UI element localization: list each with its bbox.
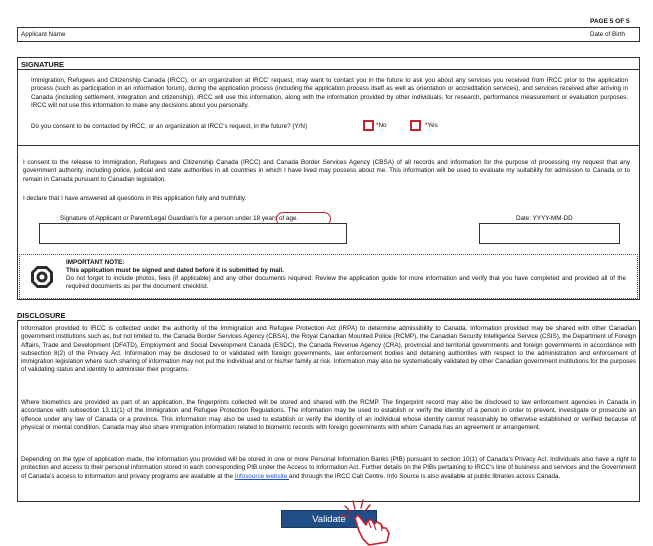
note-title: IMPORTANT NOTE: [66, 259, 125, 266]
consent-yes-checkbox[interactable] [410, 120, 421, 131]
date-label: Date: YYYY-MM-DD [516, 215, 573, 222]
signature-label-prefix: Signature of Applicant or Parent/Legal Guardian’s for a person under [60, 215, 252, 222]
declaration-text: I declare that I have answered all questions in this application fully and truthfully. [23, 195, 247, 202]
important-note [19, 254, 638, 299]
disclosure-title: DISCLOSURE [17, 311, 66, 320]
consent-yes-label: *Yes [425, 122, 438, 129]
disclosure-paragraph-3 [21, 456, 636, 481]
disclosure-paragraph-2: Where biometrics are provided as part of an application, the fingerprints collected will be stored and shared with the RCMP. The fingerprint record may also be disclosed to law enforcement agencies in Canada in accordance with subsection 13.11(1) of the Immigration and Refugee Protection Regulations. The information may be used to establish or verify the identity of a person in order to prevent, investigate or prosecute an offence under any law of Canada or a province. This information may also be used to establish or verify the identity of an individual whose identity cannot reasonably be otherwise established or verified because of physical or mental condition. Canada may also share immigration information related to biometric records with foreign governments with whom Canada has an agreement or arrangement. [21, 399, 636, 431]
consent-question: Do you consent to be contacted by IRCC, or an organization at IRCC’s request, in the future? (Y/N) [31, 123, 308, 130]
contact-paragraph: Immigration, Refugees and Citizenship Canada (IRCC), or an organization at IRCC’ request, may want to contact you in the future to ask you about any services you received from IRCC prior to the application process (such as participation in an information forum), during the application process (including the application process itself as well as orientation or accreditation services), and services received after arriving in Canada (including settlement, integration and citizenship). IRCC will use this information, along with the information provided by other individuals, for research, performance measurement or evaluation purposes. IRCC will not use this information to make any decisions about you personally. [31, 77, 628, 109]
note-line-1: This application must be signed and dated before it is submitted by mail. [66, 267, 284, 274]
disclosure-box [17, 320, 640, 502]
applicant-name-label: Applicant Name [21, 31, 66, 38]
validate-button[interactable]: Validate [281, 510, 377, 528]
signature-title: SIGNATURE [21, 60, 64, 69]
applicant-header [17, 27, 640, 42]
release-paragraph: I consent to the release to Immigration, Refugees and Citizenship Canada (IRCC) and Canada Border Services Agency (CBSA) of all records and information for the purpose of processing my request that any government authority, including police, judicial and state authorities in all countries in which I have lived may possess about me. This information will be used to evaluate my suitability for admission to Canada or to remain in Canada pursuant to Canadian legislation. [23, 159, 630, 183]
note-line-2: Do not forget to include photos, fees (if applicable) and any other documents required. Review the application guide for more information and verify that you have completed and provided all of the required documents as per the document checklist. [66, 275, 626, 291]
date-of-birth-label: Date of Birth [590, 31, 625, 38]
hand-pointer-icon [339, 498, 395, 546]
page-number: PAGE 5 OF 5 [590, 18, 630, 25]
age-highlight: 18 years of age. [253, 215, 299, 222]
consent-no-checkbox[interactable] [363, 120, 374, 131]
consent-no-label: *No [376, 122, 387, 129]
divider [18, 69, 639, 70]
infosource-link[interactable]: Infosource website [234, 472, 290, 480]
divider [18, 145, 639, 146]
signature-date-input[interactable] [479, 223, 620, 244]
signature-section [17, 57, 640, 300]
paragraph-3-text: Depending on the type of application made, the information you provided will be stored in one or more Personal Information Banks (PIB) pursuant to section 10(1) of Canada’s Privacy Act. Individuals also have a right to protection and access to their personal information stored in each corresponding PIB under the Access to Information Act. Further details on the PIBs pertaining to IRCC’s line of business and services and the Government of Canada’s access to information and privacy programs are available at the [21, 456, 636, 480]
disclosure-paragraph-1: Information provided to IRCC is collected under the authority of the Immigration and Refugee Protection Act (IRPA) to determine admissibility to Canada. Information provided may be shared with other Canadian government institutions such as, but not limited to, the Canada Border Services Agency (CBSA), the Royal Canadian Mounted Police (RCMP), the Canadian Security Intelligence Service (CSIS), the Department of Foreign Affairs, Trade and Development (DFATD), Employment and Social Development Canada (ESDC), the Canada Revenue Agency (CRA), provincial and territorial governments and foreign governments in accordance with subsection 8(2) of the Privacy Act. Information may be disclosed to or validated with foreign governments, law enforcement bodies and detaining authorities with respect to the administration and enforcement of immigration legislation where such sharing of information may not put the individual and or his/her family at risk. Information may also be systematically validated by other Canadian government institutions for the purposes of validating status and identity to administer their programs. [21, 325, 636, 374]
warning-icon [30, 265, 54, 289]
paragraph-3-text-end: and through the IRCC Call Centre. Info Source is also available at public libraries across Canada. [289, 472, 561, 480]
signature-input[interactable] [39, 223, 347, 244]
